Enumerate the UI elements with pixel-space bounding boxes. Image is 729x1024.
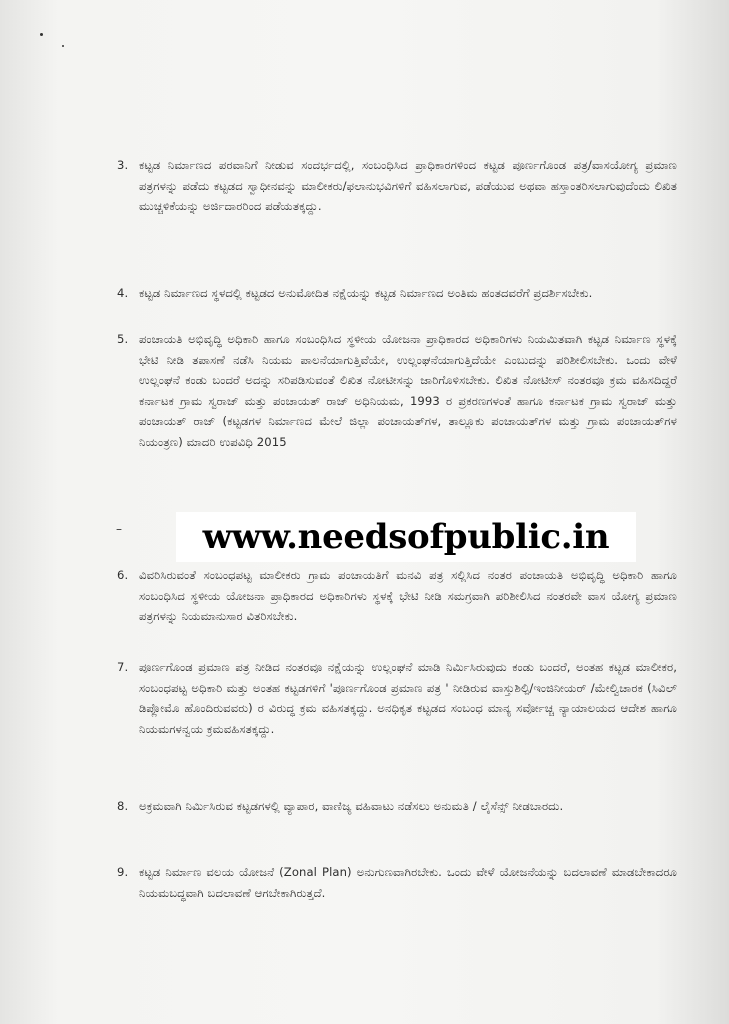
list-item-6 [117, 565, 677, 627]
item-number: 7. [117, 660, 129, 674]
item-number: 9. [117, 865, 129, 879]
watermark-banner: www.needsofpublic.in [176, 512, 636, 562]
item-number: 8. [117, 799, 129, 813]
item-text: ಕಟ್ಟಡ ನಿರ್ಮಾಣದ ಸ್ಥಳದಲ್ಲಿ ಕಟ್ಟಡದ ಅನುಮೋದಿತ ನಕ್ಷೆಯನ್ನು ಕಟ್ಟಡ ನಿರ್ಮಾಣದ ಅಂತಿಮ ಹಂತದವರೆಗೆ ಪ್ರದರ್ಶಿಸಬೇಕು. [139, 286, 593, 300]
item-text: ಕಟ್ಟಡ ನಿರ್ಮಾಣದ ಪರವಾನಿಗೆ ನೀಡುವ ಸಂದರ್ಭದಲ್ಲಿ, ಸಂಬಂಧಿಸಿದ ಪ್ರಾಧಿಕಾರಗಳಿಂದ ಕಟ್ಟಡ ಪೂರ್ಣಗೊಂಡ ಪತ್ರ/ವಾಸಯೋಗ್ಯ ಪ್ರಮಾಣ ಪತ್ರಗಳನ್ನು ಪಡೆದು ಕಟ್ಟಡದ ಸ್ವಾಧೀನವನ್ನು ಮಾಲೀಕರು/ಫಲಾನುಭವಿಗಳಿಗೆ ವಹಿಸಲಾಗುವ, ಪಡೆಯುವ ಅಥವಾ ಹಸ್ತಾಂತರಿಸಲಾಗುವುದೆಂದು ಲಿಖಿತ ಮುಚ್ಚಳಿಕೆಯನ್ನು ಅರ್ಜಿದಾರರಿಂದ ಪಡೆಯತಕ್ಕದ್ದು. [139, 158, 677, 214]
page-speck [62, 45, 64, 47]
item-number: 3. [117, 158, 129, 172]
list-item-5 [117, 329, 677, 453]
line-fragment: – [116, 522, 122, 536]
item-text: ಅಕ್ರಮವಾಗಿ ನಿರ್ಮಿಸಿರುವ ಕಟ್ಟಡಗಳಲ್ಲಿ ವ್ಯಾಪಾರ, ವಾಣಿಜ್ಯ ವಹಿವಾಟು ನಡೆಸಲು ಅನುಮತಿ / ಲೈಸೆನ್ಸ್ ನೀಡಬಾರದು. [139, 799, 564, 813]
item-number: 6. [117, 568, 129, 582]
list-item-4 [117, 283, 677, 304]
list-item-7 [117, 657, 677, 739]
item-text: ವಿವರಿಸಿರುವಂತೆ ಸಂಬಂಧಪಟ್ಟ ಮಾಲೀಕರು ಗ್ರಾಮ ಪಂಚಾಯತಿಗೆ ಮನವಿ ಪತ್ರ ಸಲ್ಲಿಸಿದ ನಂತರ ಪಂಚಾಯತಿ ಅಭಿವೃದ್ಧಿ ಅಧಿಕಾರಿ ಹಾಗೂ ಸಂಬಂಧಿಸಿದ ಸ್ಥಳೀಯ ಯೋಜನಾ ಪ್ರಾಧಿಕಾರದ ಅಧಿಕಾರಿಗಳು ಸ್ಥಳಕ್ಕೆ ಭೇಟಿ ನೀಡಿ ಸಮಗ್ರವಾಗಿ ಪರಿಶೀಲಿಸಿದ ನಂತರವೇ ವಾಸ ಯೋಗ್ಯ ಪ್ರಮಾಣ ಪತ್ರಗಳನ್ನು ನಿಯಮಾನುಸಾರ ವಿತರಿಸಬೇಕು. [139, 568, 677, 624]
page-speck [40, 33, 43, 36]
list-item-9 [117, 862, 677, 903]
item-text: ಪೂರ್ಣಗೊಂಡ ಪ್ರಮಾಣ ಪತ್ರ ನೀಡಿದ ನಂತರವೂ ನಕ್ಷೆಯನ್ನು ಉಲ್ಲಂಘನೆ ಮಾಡಿ ನಿರ್ಮಿಸಿರುವುದು ಕಂಡು ಬಂದರೆ, ಅಂತಹ ಕಟ್ಟಡ ಮಾಲೀಕರ, ಸಂಬಂಧಪಟ್ಟ ಅಧಿಕಾರಿ ಮತ್ತು ಅಂತಹ ಕಟ್ಟಡಗಳಿಗೆ 'ಪೂರ್ಣಗೊಂಡ ಪ್ರಮಾಣ ಪತ್ರ ' ನೀಡಿರುವ ವಾಸ್ತುಶಿಲ್ಪಿ/ಇಂಜಿನೀಯರ್ /ಮೇಲ್ವಿಚಾರಕ (ಸಿವಿಲ್ ಡಿಪ್ಲೋಮೊ ಹೊಂದಿರುವವರು) ರ ವಿರುದ್ಧ ಕ್ರಮ ವಹಿಸತಕ್ಕದ್ದು. ಅನಧಿಕೃತ ಕಟ್ಟಡದ ಸಂಬಂಧ ಮಾನ್ಯ ಸರ್ವೋಚ್ಚ ನ್ಯಾಯಾಲಯದ ಆದೇಶ ಹಾಗೂ ನಿಯಮಗಳನ್ವಯ ಕ್ರಮವಹಿಸತಕ್ಕದ್ದು. [139, 660, 677, 736]
item-text: ಕಟ್ಟಡ ನಿರ್ಮಾಣ ವಲಯ ಯೋಜನೆ (Zonal Plan) ಅನುಗುಣವಾಗಿರಬೇಕು. ಒಂದು ವೇಳೆ ಯೋಜನೆಯನ್ನು ಬದಲಾವಣೆ ಮಾಡಬೇಕಾದರೂ ನಿಯಮಬದ್ಧವಾಗಿ ಬದಲಾವಣೆ ಆಗಬೇಕಾಗಿರುತ್ತದೆ. [139, 865, 677, 900]
item-text: ಪಂಚಾಯತಿ ಅಭಿವೃದ್ಧಿ ಅಧಿಕಾರಿ ಹಾಗೂ ಸಂಬಂಧಿಸಿದ ಸ್ಥಳೀಯ ಯೋಜನಾ ಪ್ರಾಧಿಕಾರದ ಅಧಿಕಾರಿಗಳು ನಿಯಮಿತವಾಗಿ ಕಟ್ಟಡ ನಿರ್ಮಾಣ ಸ್ಥಳಕ್ಕೆ ಭೇಟಿ ನೀಡಿ ತಪಾಸಣೆ ನಡೆಸಿ ನಿಯಮ ಪಾಲನೆಯಾಗುತ್ತಿವೆಯೇ, ಉಲ್ಲಂಘನೆಯಾಗುತ್ತಿದೆಯೇ ಎಂಬುದನ್ನು ಪರಿಶೀಲಿಸಬೇಕು. ಒಂದು ವೇಳೆ ಉಲ್ಲಂಘನೆ ಕಂಡು ಬಂದರೆ ಅದನ್ನು ಸರಿಪಡಿಸುವಂತೆ ಲಿಖಿತ ನೋಟೀಸನ್ನು ಜಾರಿಗೊಳಿಸಬೇಕು. ಲಿಖಿತ ನೋಟೀಸ್ ನಂತರವೂ ಕ್ರಮ ವಹಿಸದಿದ್ದರೆ ಕರ್ನಾಟಕ ಗ್ರಾಮ ಸ್ವರಾಜ್ ಮತ್ತು ಪಂಚಾಯತ್ ರಾಜ್ ಅಧಿನಿಯಮ, 1993 ರ ಪ್ರಕರಣಗಳಂತೆ ಹಾಗೂ ಕರ್ನಾಟಕ ಗ್ರಾಮ ಸ್ವರಾಜ್ ಮತ್ತು ಪಂಚಾಯತ್ ರಾಜ್ (ಕಟ್ಟಡಗಳ ನಿರ್ಮಾಣದ ಮೇಲೆ ಜಿಲ್ಲಾ ಪಂಚಾಯತ್‌ಗಳ, ತಾಲ್ಲೂಕು ಪಂಚಾಯತ್‌ಗಳ ಮತ್ತು ಗ್ರಾಮ ಪಂಚಾಯತ್‌ಗಳ ನಿಯಂತ್ರಣ) ಮಾದರಿ ಉಪವಿಧಿ 2015 [139, 332, 677, 449]
list-item-8 [117, 796, 677, 817]
list-item-3 [117, 155, 677, 217]
item-number: 4. [117, 286, 129, 300]
item-number: 5. [117, 332, 129, 346]
